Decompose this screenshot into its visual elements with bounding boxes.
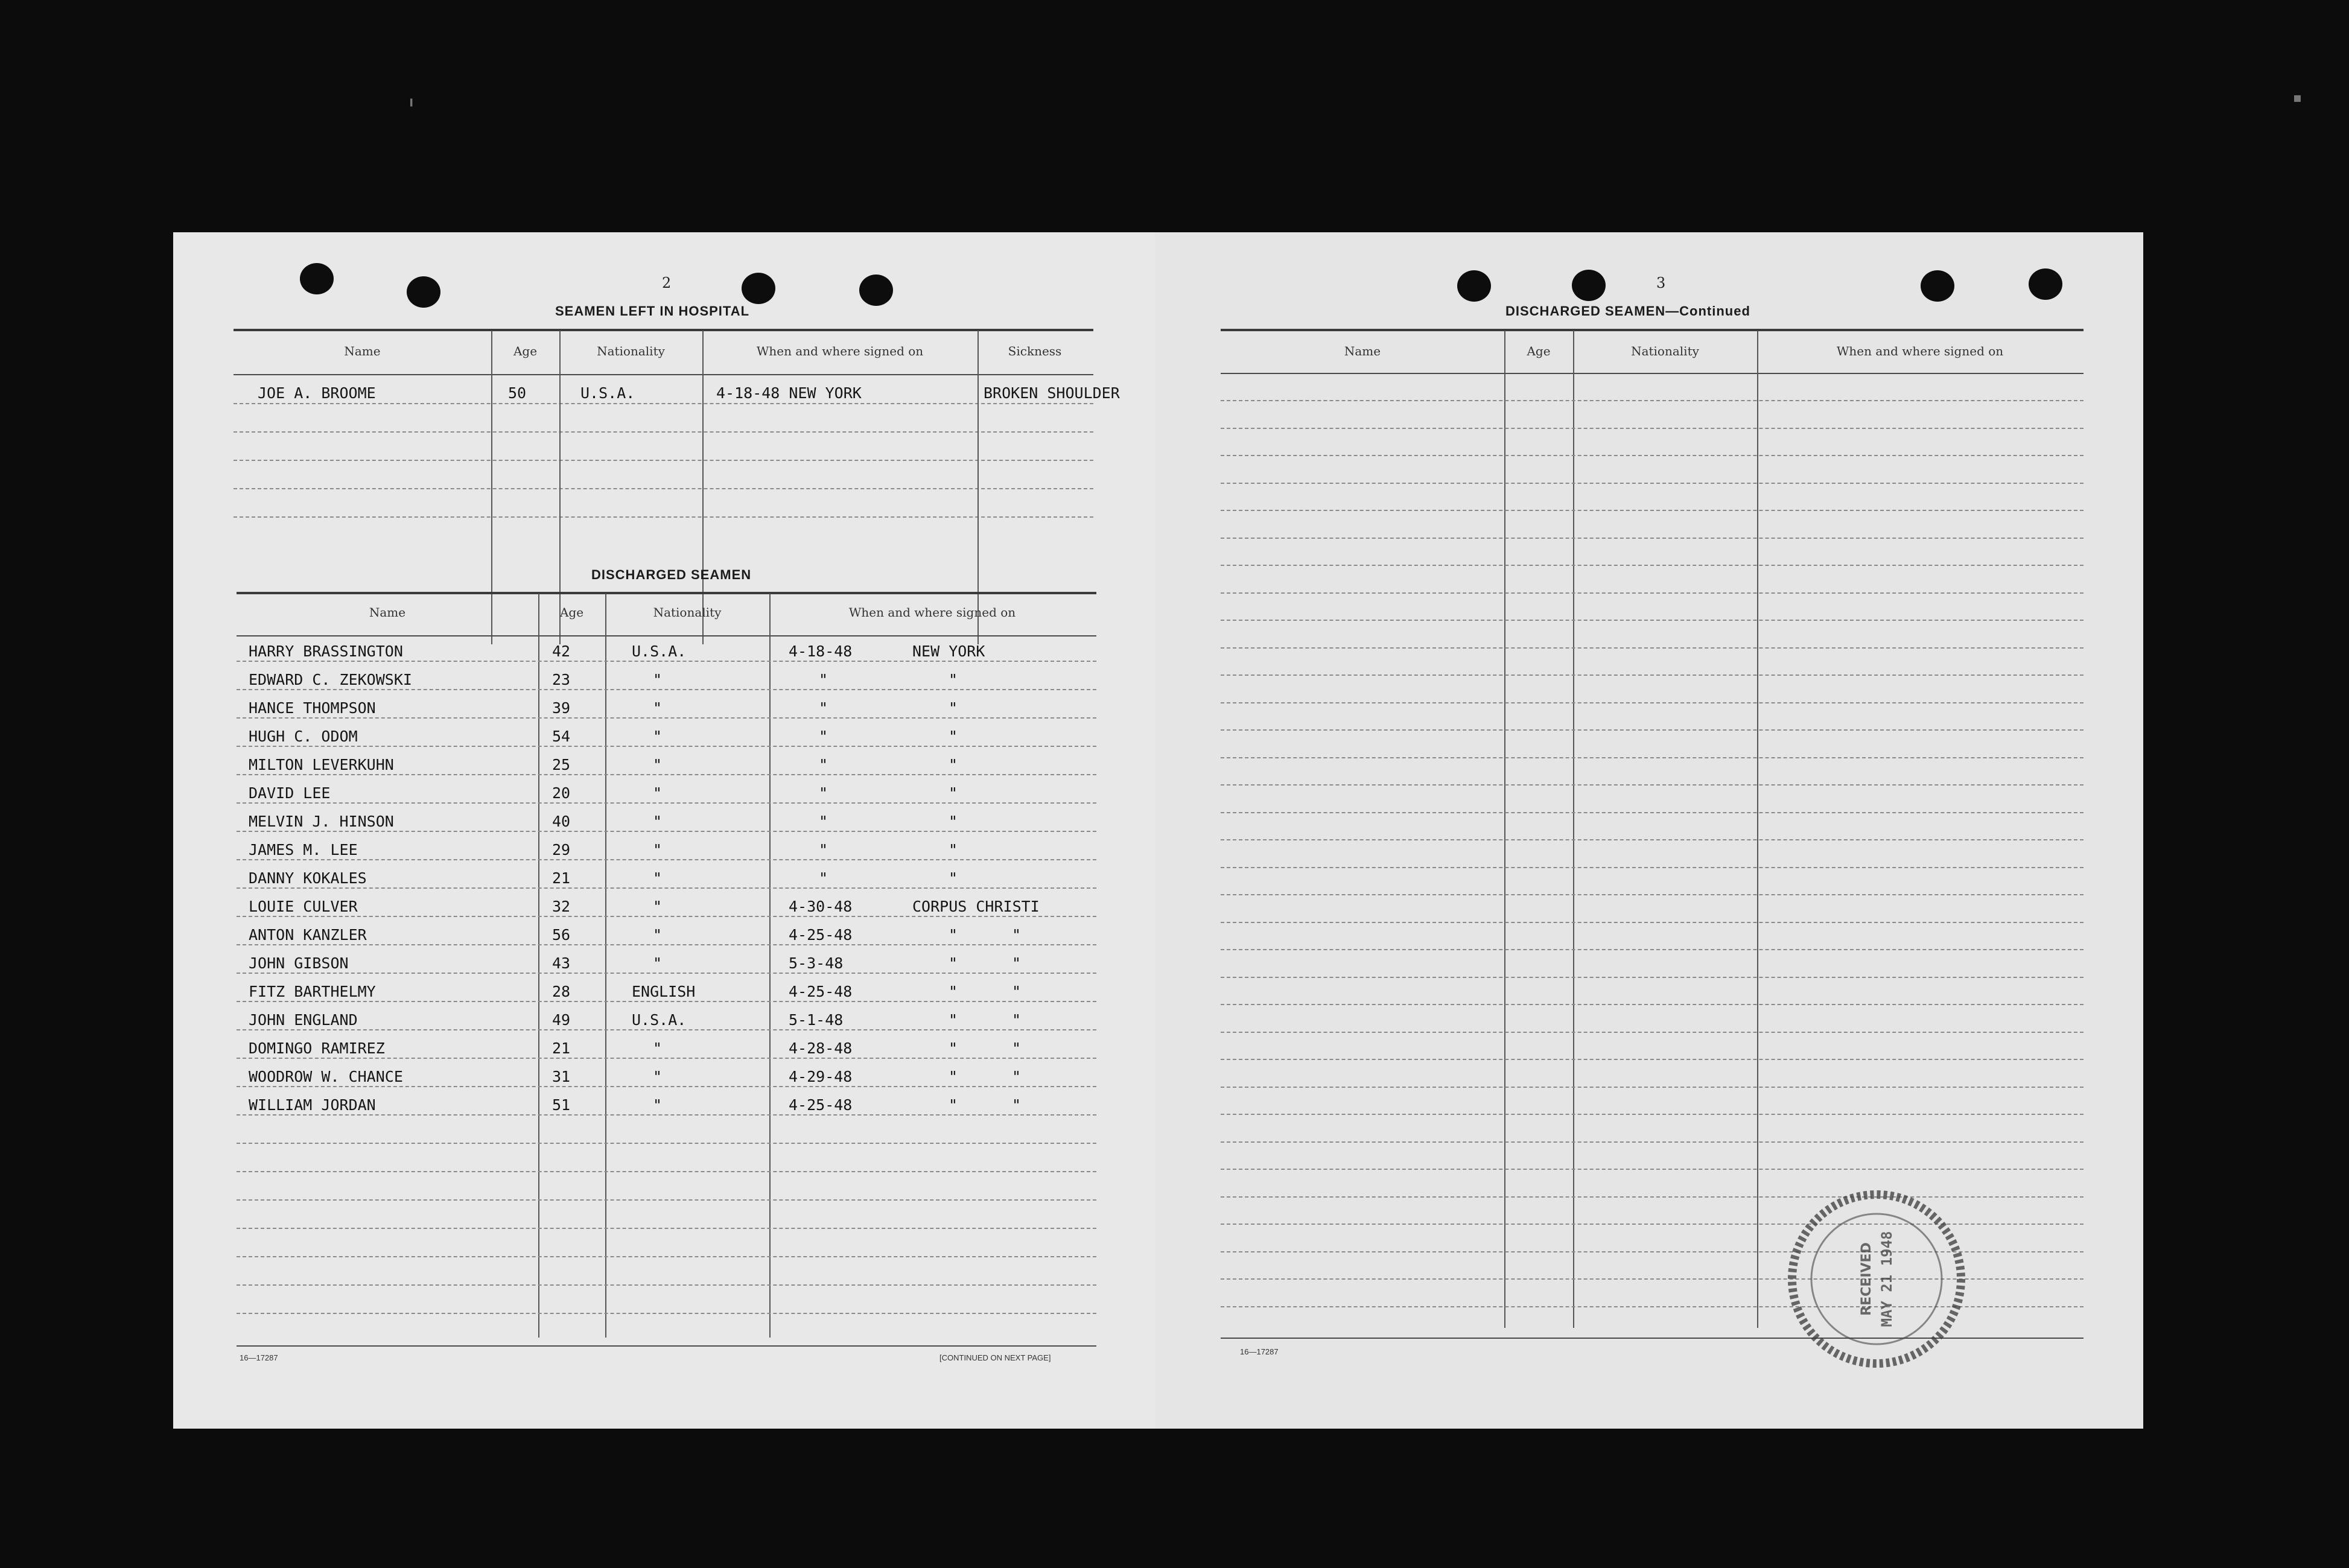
page-number: 3 (1656, 275, 1666, 291)
seaman-signed-place-ditto: " (1012, 983, 1022, 1000)
table-row-rule (1221, 1169, 2084, 1170)
table-row-rule (1221, 702, 2084, 703)
seaman-signed-date: " (819, 699, 828, 717)
seaman-signed-place: " (949, 1011, 958, 1029)
seaman-nationality: " (653, 898, 663, 915)
column-header-sickness: Sickness (1008, 344, 1062, 358)
table-row-rule (237, 1171, 1096, 1172)
table-row-rule (1221, 1004, 2084, 1005)
table-row-rule (237, 661, 1096, 662)
column-divider (1757, 331, 1758, 1328)
seaman-signed-date: " (819, 841, 828, 859)
seaman-age: 40 (552, 813, 571, 830)
seaman-name: FITZ BARTHELMY (249, 983, 376, 1000)
column-header-age: Age (1527, 344, 1551, 358)
column-header-name: Name (369, 605, 406, 620)
seaman-signed-date: " (819, 671, 828, 688)
seaman-name: WOODROW W. CHANCE (249, 1068, 403, 1085)
seaman-signed-place-ditto: " (1012, 1096, 1022, 1114)
seaman-nationality: " (653, 954, 663, 972)
table-row-rule (237, 1058, 1096, 1059)
seaman-nationality: " (653, 1068, 663, 1085)
seaman-signed-date: " (819, 728, 828, 745)
seaman-nationality: U.S.A. (632, 1011, 687, 1029)
table-row-rule (1221, 1114, 2084, 1115)
table-row-rule (1221, 1032, 2084, 1033)
seaman-signed-place: " (949, 813, 958, 830)
column-header-name: Name (1344, 344, 1381, 358)
table-row-rule (234, 431, 1093, 433)
table-row-rule (237, 1313, 1096, 1314)
seaman-age: 56 (552, 926, 571, 944)
seaman-signed-place: " (949, 728, 958, 745)
column-header-nationality: Nationality (597, 344, 665, 358)
seaman-name: HARRY BRASSINGTON (249, 643, 403, 660)
table-row-rule (1221, 1141, 2084, 1143)
seaman-signed-place: " (949, 954, 958, 972)
table-top-rule (237, 592, 1096, 594)
seaman-signed-date: 5-1-48 (789, 1011, 844, 1029)
punch-hole (742, 273, 775, 304)
seaman-signed-date: 4-30-48 (789, 898, 853, 915)
table-row-rule (237, 831, 1096, 832)
table-row-rule (234, 516, 1093, 518)
seaman-nationality: U.S.A. (632, 643, 687, 660)
table-row-rule (237, 1029, 1096, 1030)
seaman-nationality: " (653, 728, 663, 745)
column-header-name: Name (344, 344, 381, 358)
column-header-nationality: Nationality (653, 605, 722, 620)
seaman-signed-date: 4-25-48 (789, 983, 853, 1000)
receipt-stamp (1780, 1182, 1973, 1376)
seaman-signed-date: 5-3-48 (789, 954, 844, 972)
seaman-signed-place: " (949, 1068, 958, 1085)
seaman-name: JAMES M. LEE (249, 841, 358, 859)
table-row-rule (1221, 565, 2084, 566)
seaman-nationality: " (653, 926, 663, 944)
seaman-name: LOUIE CULVER (249, 898, 358, 915)
table-row-rule (234, 488, 1093, 489)
table-row-rule (1221, 455, 2084, 456)
seaman-nationality: ENGLISH (632, 983, 696, 1000)
table-row-rule (1221, 729, 2084, 731)
table-row-rule (237, 859, 1096, 860)
seaman-name: DOMINGO RAMIREZ (249, 1040, 385, 1057)
punch-hole (407, 276, 440, 308)
seaman-signed-place-ditto: " (1012, 1040, 1022, 1057)
left-page (173, 232, 1155, 1429)
punch-hole (1457, 270, 1491, 302)
column-header-signed-on: When and where signed on (1836, 344, 2004, 358)
seaman-age: 21 (552, 1040, 571, 1057)
table-row-rule (237, 717, 1096, 719)
table-row-rule (237, 689, 1096, 690)
seaman-age: 20 (552, 784, 571, 802)
seaman-signed-place: " (949, 1096, 958, 1114)
table-row-rule (237, 1284, 1096, 1286)
seaman-name: WILLIAM JORDAN (249, 1096, 376, 1114)
table-row-rule (1221, 483, 2084, 484)
table-row-rule (1221, 894, 2084, 895)
table-row-rule (237, 802, 1096, 804)
table-row-rule (237, 887, 1096, 889)
seaman-name: DAVID LEE (249, 784, 331, 802)
seaman-name: HANCE THOMPSON (249, 699, 376, 717)
hospital-nationality: U.S.A. (580, 384, 635, 402)
seaman-name: HUGH C. ODOM (249, 728, 358, 745)
seaman-age: 51 (552, 1096, 571, 1114)
table-row-rule (1221, 1059, 2084, 1060)
seaman-signed-date: " (819, 756, 828, 773)
seaman-signed-place: " (949, 784, 958, 802)
seaman-signed-date: " (819, 869, 828, 887)
seaman-age: 29 (552, 841, 571, 859)
seaman-name: ANTON KANZLER (249, 926, 367, 944)
table-row-rule (234, 460, 1093, 461)
table-row-rule (1221, 538, 2084, 539)
table-row-rule (1221, 647, 2084, 649)
table-row-rule (1221, 592, 2084, 594)
punch-hole (2029, 268, 2062, 300)
seaman-age: 49 (552, 1011, 571, 1029)
continued-note: [CONTINUED ON NEXT PAGE] (939, 1353, 1051, 1362)
seaman-age: 54 (552, 728, 571, 745)
table-row-rule (1221, 757, 2084, 758)
punch-hole (859, 275, 893, 306)
table-bottom-rule (237, 1345, 1096, 1347)
table-row-rule (1221, 784, 2084, 786)
seaman-name: MILTON LEVERKUHN (249, 756, 394, 773)
table-row-rule (1221, 839, 2084, 840)
seaman-age: 31 (552, 1068, 571, 1085)
seaman-age: 21 (552, 869, 571, 887)
seaman-nationality: " (653, 756, 663, 773)
seaman-age: 28 (552, 983, 571, 1000)
seaman-nationality: " (653, 699, 663, 717)
seaman-nationality: " (653, 671, 663, 688)
table-row-rule (1221, 977, 2084, 978)
seaman-age: 32 (552, 898, 571, 915)
seaman-signed-date: 4-25-48 (789, 926, 853, 944)
seaman-nationality: " (653, 841, 663, 859)
seaman-signed-place: " (949, 1040, 958, 1057)
column-divider (559, 331, 561, 644)
seaman-signed-place: " (949, 983, 958, 1000)
table-header-rule (1221, 373, 2084, 374)
seaman-signed-date: 4-28-48 (789, 1040, 853, 1057)
column-divider (538, 594, 539, 1338)
table-row-rule (1221, 428, 2084, 429)
table-row-rule (237, 1143, 1096, 1144)
table-row-rule (237, 1228, 1096, 1229)
seaman-age: 43 (552, 954, 571, 972)
seaman-signed-date: 4-18-48 (789, 643, 853, 660)
seaman-signed-place: CORPUS CHRISTI (912, 898, 1040, 915)
table-row-rule (1221, 510, 2084, 511)
hospital-section-title: SEAMEN LEFT IN HOSPITAL (555, 303, 750, 319)
table-row-rule (1221, 867, 2084, 868)
column-header-signed-on: When and where signed on (756, 344, 924, 358)
column-header-signed-on: When and where signed on (848, 605, 1016, 620)
page-number: 2 (662, 275, 672, 291)
table-row-rule (1221, 812, 2084, 813)
seaman-signed-date: 4-25-48 (789, 1096, 853, 1114)
column-divider (1573, 331, 1574, 1328)
seaman-nationality: " (653, 1040, 663, 1057)
seaman-signed-place: " (949, 756, 958, 773)
seaman-signed-place: " (949, 841, 958, 859)
table-top-rule (1221, 329, 2084, 331)
seaman-name: EDWARD C. ZEKOWSKI (249, 671, 412, 688)
table-row-rule (237, 1086, 1096, 1087)
seaman-nationality: " (653, 1096, 663, 1114)
hospital-sickness: BROKEN SHOULDER (984, 384, 1120, 402)
hospital-signed-on: 4-18-48 NEW YORK (716, 384, 862, 402)
punch-hole (1921, 270, 1954, 302)
table-row-rule (234, 403, 1093, 404)
punch-hole (300, 263, 334, 294)
table-row-rule (237, 1199, 1096, 1201)
right-page (1155, 232, 2143, 1429)
table-row-rule (1221, 620, 2084, 621)
table-row-rule (237, 1256, 1096, 1257)
seaman-name: MELVIN J. HINSON (249, 813, 394, 830)
column-header-nationality: Nationality (1631, 344, 1699, 358)
table-row-rule (237, 746, 1096, 747)
right-page-title: DISCHARGED SEAMEN—Continued (1505, 303, 1750, 319)
hospital-age: 50 (508, 384, 527, 402)
table-row-rule (1221, 1087, 2084, 1088)
seaman-signed-date: " (819, 813, 828, 830)
table-row-rule (237, 774, 1096, 775)
seaman-nationality: " (653, 869, 663, 887)
seaman-signed-date: 4-29-48 (789, 1068, 853, 1085)
seaman-signed-place: " (949, 926, 958, 944)
discharged-section-title: DISCHARGED SEAMEN (591, 567, 752, 582)
table-row-rule (1221, 400, 2084, 401)
seaman-name: DANNY KOKALES (249, 869, 367, 887)
table-row-rule (1221, 674, 2084, 676)
table-top-rule (234, 329, 1093, 331)
column-divider (977, 331, 979, 644)
table-header-rule (237, 635, 1096, 636)
column-header-age: Age (559, 605, 584, 620)
column-divider (605, 594, 606, 1338)
seaman-signed-place-ditto: " (1012, 954, 1022, 972)
seaman-age: 42 (552, 643, 571, 660)
seaman-signed-date: " (819, 784, 828, 802)
column-divider (702, 331, 704, 644)
background-mark: ╹ (407, 100, 416, 115)
seaman-signed-place: " (949, 671, 958, 688)
table-row-rule (237, 1114, 1096, 1116)
table-row-rule (237, 1001, 1096, 1002)
seaman-name: JOHN GIBSON (249, 954, 349, 972)
seaman-nationality: " (653, 813, 663, 830)
column-header-age: Age (513, 344, 538, 358)
background-mark: ▪ (2293, 90, 2302, 106)
table-row-rule (237, 944, 1096, 945)
seaman-signed-place-ditto: " (1012, 926, 1022, 944)
seaman-signed-place-ditto: " (1012, 1011, 1022, 1029)
table-row-rule (237, 916, 1096, 917)
column-divider (1504, 331, 1505, 1328)
seaman-signed-place-ditto: " (1012, 1068, 1022, 1085)
column-divider (491, 331, 492, 644)
hospital-name: JOE A. BROOME (258, 384, 376, 402)
seaman-name: JOHN ENGLAND (249, 1011, 358, 1029)
seaman-age: 25 (552, 756, 571, 773)
seaman-nationality: " (653, 784, 663, 802)
table-row-rule (1221, 949, 2084, 950)
form-number: 16—17287 (240, 1353, 278, 1362)
table-header-rule (234, 374, 1093, 375)
seaman-signed-place: NEW YORK (912, 643, 985, 660)
seaman-age: 23 (552, 671, 571, 688)
seaman-age: 39 (552, 699, 571, 717)
seaman-signed-place: " (949, 699, 958, 717)
table-row-rule (237, 973, 1096, 974)
stamp-date: MAY 21 1948 (1878, 1231, 1895, 1327)
column-divider (769, 594, 771, 1338)
table-row-rule (1221, 922, 2084, 923)
punch-hole (1572, 270, 1606, 301)
seaman-signed-place: " (949, 869, 958, 887)
form-number: 16—17287 (1240, 1347, 1279, 1356)
svg-text:RECEIVED: RECEIVED (1859, 1242, 1874, 1316)
